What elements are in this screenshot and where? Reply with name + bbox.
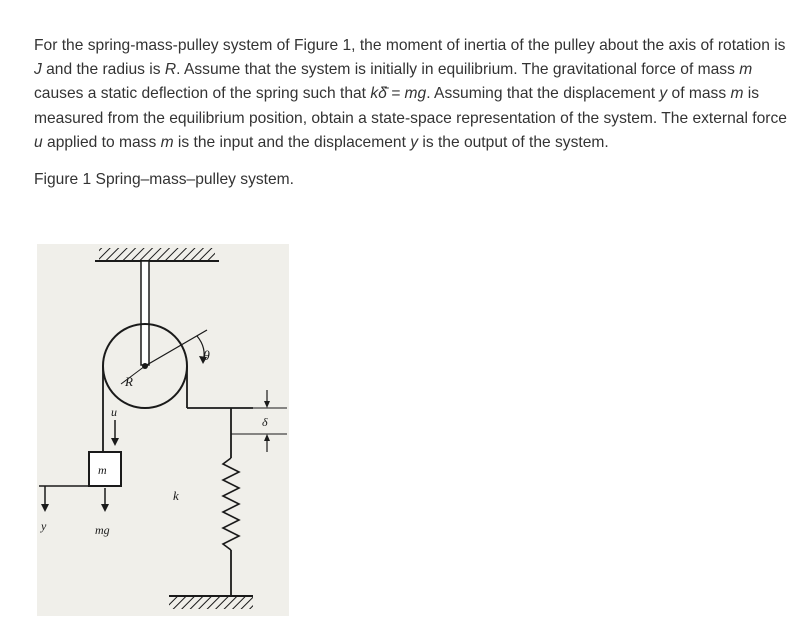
rotation-reference-line [145,330,207,366]
spring-constant-label: k [173,488,179,503]
pulley-diagram [37,244,289,616]
text-segment: For the spring-mass-pulley system of Figure 1, the moment of inertia of the pulley about the axis of rotation is [34,37,786,54]
delta-label: δ [262,415,268,429]
pulley-support [141,261,149,365]
symbol-u: u [34,133,43,151]
delta-arrowhead-bottom [264,434,270,441]
equilibrium-equation: kδ̄ = mg [370,85,427,103]
y-label: y [41,519,47,533]
delta-arrowhead-top [264,401,270,408]
theta-label: θ [203,349,210,364]
radius-label: R [125,374,133,389]
symbol-y: y [659,85,668,103]
text-segment: causes a static deflection of the spring such that [34,85,371,103]
symbol-y: y [410,133,419,151]
spring-mass-pulley-figure [37,244,289,616]
ceiling-hatch [99,248,215,260]
force-u-label: u [111,405,117,419]
gravity-arrowhead [101,504,109,512]
text-segment: . Assuming that the displacement [426,85,660,103]
text-segment: and the radius is [41,61,165,79]
symbol-R: R [164,61,177,79]
text-segment: is the output of the system. [418,133,609,151]
ground-hatch [169,597,253,609]
text-segment: applied to mass [42,133,161,151]
text-segment: is the input and the displacement [173,133,411,151]
gravity-label: mg [95,523,110,537]
text-segment: of mass [667,85,731,103]
symbol-m: m [730,85,744,103]
figure-caption: Figure 1 Spring–mass–pulley system. [34,171,295,189]
symbol-m: m [739,61,753,79]
text-segment: . Assume that the system is initially in equilibrium. The gravitational force of mass [176,61,740,79]
mass-label: m [98,463,107,477]
symbol-m: m [160,133,174,151]
problem-statement [34,34,794,155]
y-arrowhead [41,504,49,512]
text-segment: is measured from the equilibrium position, obtain a state-space representation of the system. The external force [34,85,787,127]
question-content [34,34,794,191]
spring-coil [223,458,239,550]
force-u-arrowhead [111,438,119,446]
symbol-J: J [34,61,42,79]
